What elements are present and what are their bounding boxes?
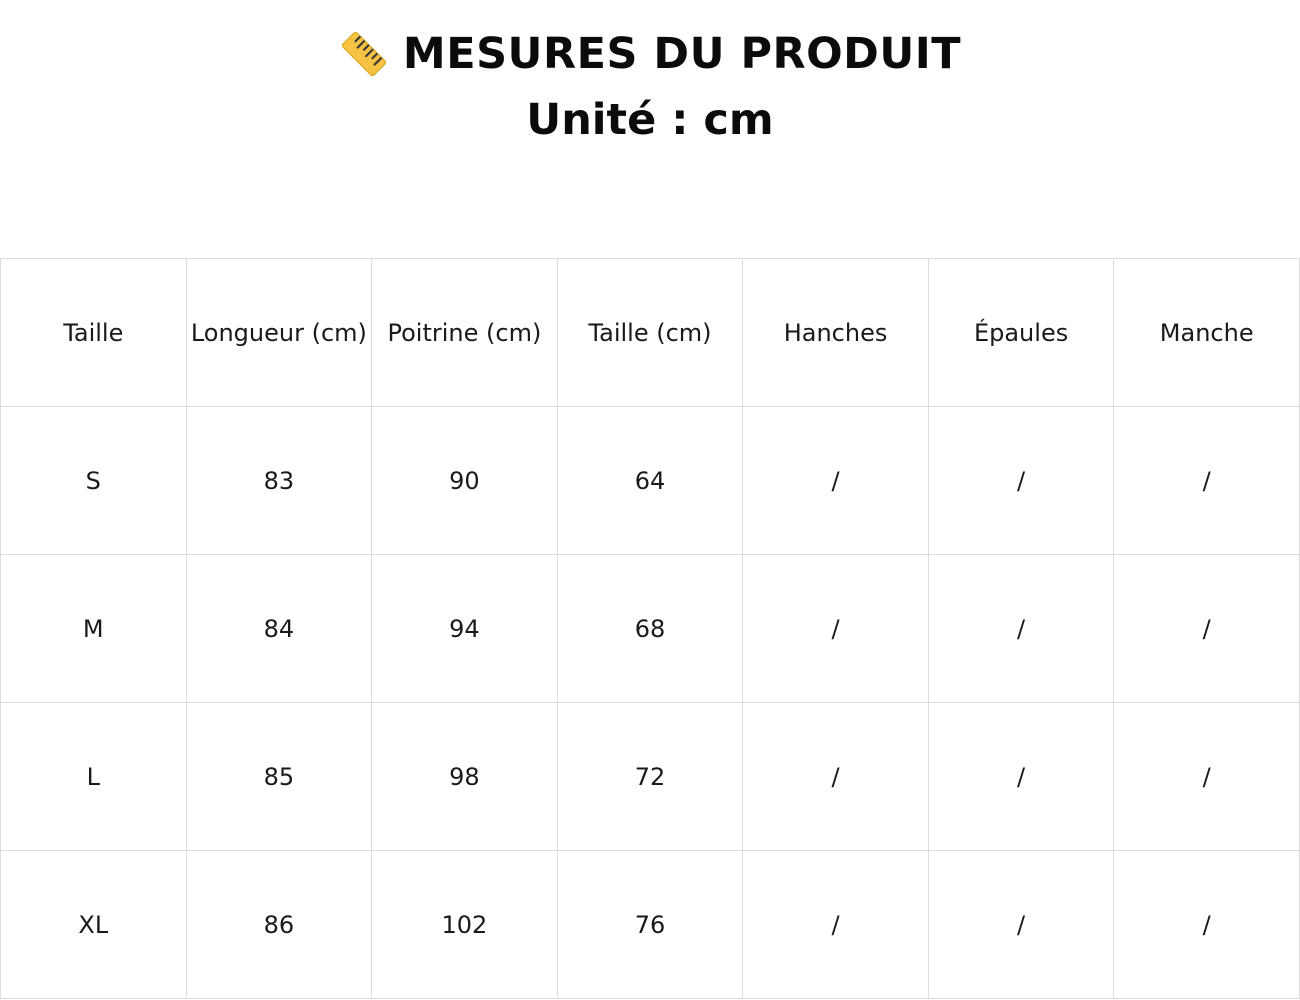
table-cell: 98 (372, 703, 558, 851)
title-line (0, 22, 1300, 86)
page-title: MESURES DU PRODUIT (402, 29, 962, 79)
table-cell: XL (1, 851, 187, 999)
table-header-row (1, 259, 1300, 407)
table-cell: M (1, 555, 187, 703)
table-cell: 86 (186, 851, 372, 999)
table-cell: / (743, 703, 929, 851)
column-header-shoulders: Épaules (928, 259, 1114, 407)
table-row (1, 851, 1300, 999)
column-header-size: Taille (1, 259, 187, 407)
table-cell: / (1114, 555, 1300, 703)
table-row (1, 555, 1300, 703)
table-cell: / (928, 555, 1114, 703)
table-cell: / (1114, 851, 1300, 999)
column-header-hips: Hanches (743, 259, 929, 407)
table-cell: L (1, 703, 187, 851)
table-cell: / (743, 555, 929, 703)
table-cell: 76 (557, 851, 743, 999)
table-cell: 64 (557, 407, 743, 555)
table-cell: 85 (186, 703, 372, 851)
table-cell: / (1114, 703, 1300, 851)
page-header (0, 22, 1300, 152)
table-cell: 84 (186, 555, 372, 703)
table-cell: 68 (557, 555, 743, 703)
table-cell: 90 (372, 407, 558, 555)
table-cell: / (928, 703, 1114, 851)
table-cell: 83 (186, 407, 372, 555)
column-header-waist: Taille (cm) (557, 259, 743, 407)
table-cell: 94 (372, 555, 558, 703)
unit-subtitle: Unité : cm (526, 95, 774, 145)
table-cell: / (928, 851, 1114, 999)
table-row (1, 407, 1300, 555)
table-cell: / (928, 407, 1114, 555)
table-row (1, 703, 1300, 851)
column-header-sleeve: Manche (1114, 259, 1300, 407)
table-cell: / (743, 407, 929, 555)
column-header-length: Longueur (cm) (186, 259, 372, 407)
ruler-icon (339, 29, 389, 79)
table-cell: / (743, 851, 929, 999)
size-chart-table (0, 258, 1300, 999)
table-cell: S (1, 407, 187, 555)
table-cell: 72 (557, 703, 743, 851)
column-header-chest: Poitrine (cm) (372, 259, 558, 407)
table-cell: / (1114, 407, 1300, 555)
table-cell: 102 (372, 851, 558, 999)
